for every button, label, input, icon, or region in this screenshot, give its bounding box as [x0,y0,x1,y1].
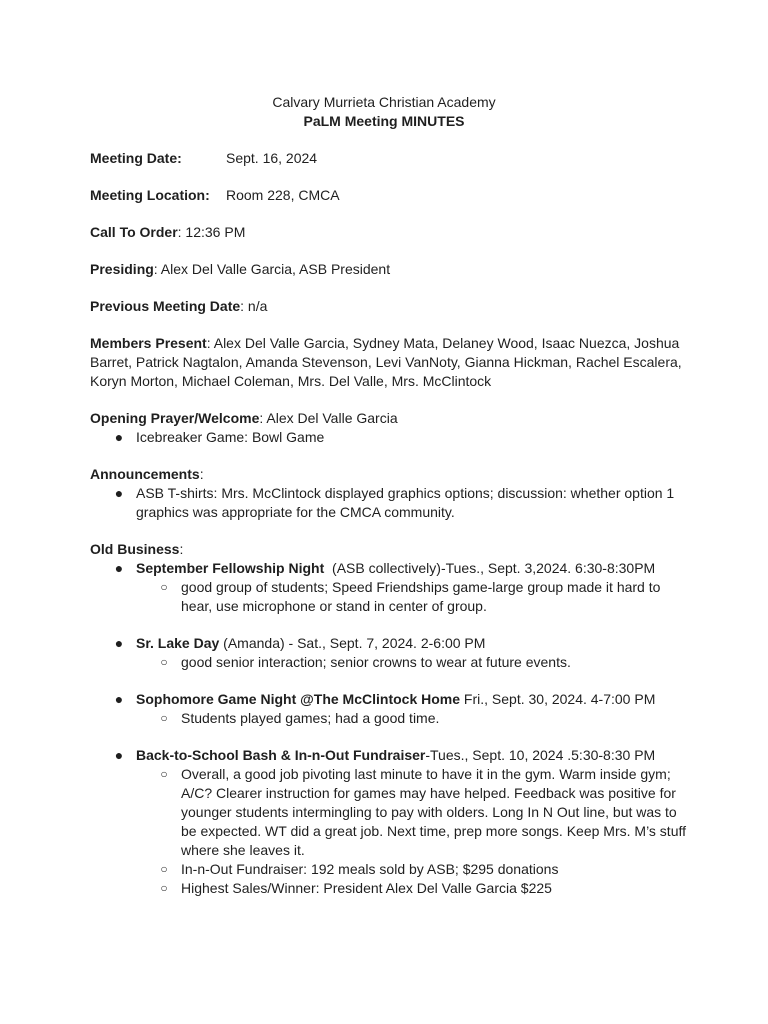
presiding [90,260,690,279]
bullet-icon: ● [114,747,124,763]
sub-list [136,765,690,898]
sub-bullet-icon: ○ [160,862,168,876]
old-business-suffix: : [179,541,184,557]
meeting-location-row [90,186,690,205]
sub-bullet-icon: ○ [160,655,168,669]
sub-bullet-icon: ○ [160,881,168,895]
meeting-date-value: Sept. 16, 2024 [226,150,318,166]
minutes-content [90,93,690,898]
announcements-list [90,484,690,522]
list-item [90,746,690,898]
item-title: Sr. Lake Day [136,635,220,651]
sub-list-item [136,709,690,728]
sub-item-text: Overall, a good job pivoting last minute to have it in the gym. Warm inside gym; A/C? Clearer instruction for games may have helped. Feedback was positive for younger students intermingling to pay with olders. Long In N Out line, but was to be expected. WT did a great job. Next time, prep more songs. Keep Mrs. M’s stuff where she leaves it. [181,766,687,858]
opening-item-text: Icebreaker Game: Bowl Game [136,429,325,445]
sub-list [136,653,690,672]
list-item [90,559,690,616]
sub-list [136,709,690,728]
previous-meeting-value: : n/a [240,298,268,314]
opening-prayer-value: : Alex Del Valle Garcia [259,410,398,426]
document-title: PaLM Meeting MINUTES [303,113,465,129]
opening-prayer [90,409,690,428]
bullet-icon: ● [114,560,124,576]
opening-list [90,428,690,447]
previous-meeting-label: Previous Meeting Date [90,298,241,314]
sub-item-text: Students played games; had a good time. [181,710,440,726]
item-details: (ASB collectively)-Tues., Sept. 3,2024. 6:30-8:30PM [324,560,656,576]
sub-bullet-icon: ○ [160,580,168,594]
document-header [90,93,678,131]
meeting-location-label: Meeting Location: [90,187,210,203]
item-details: (Amanda) - Sat., Sept. 7, 2024. 2-6:00 PM [219,635,486,651]
item-details: Fri., Sept. 30, 2024. 4-7:00 PM [460,691,656,707]
sub-item-text: good group of students; Speed Friendships game-large group made it hard to hear, use microphone or stand in center of group. [181,579,661,614]
announcements [90,465,690,484]
old-business [90,540,690,559]
meeting-date-label: Meeting Date: [90,150,182,166]
call-to-order [90,223,690,242]
sub-item-text: Highest Sales/Winner: President Alex Del Valle Garcia $225 [181,880,552,896]
previous-meeting-date [90,297,690,316]
item-title: Sophomore Game Night @The McClintock Home [136,691,461,707]
announcement-item-text: ASB T-shirts: Mrs. McClintock displayed graphics options; discussion: whether option 1 graphics was appropriate for the CMCA community. [136,485,675,520]
sub-list-item [136,578,690,616]
meeting-location-value: Room 228, CMCA [226,187,340,203]
sub-list-item [136,653,690,672]
call-to-order-value: : 12:36 PM [177,224,246,240]
sub-list-item [136,860,690,879]
bullet-icon: ● [114,485,124,501]
members-present-value: : Alex Del Valle Garcia, Sydney Mata, Delaney Wood, Isaac Nuezca, Joshua Barret, Patrick Nagtalon, Amanda Stevenson, Levi VanNoty, Gianna Hickman, Rachel Escalera, Koryn Morton, Michael Coleman, Mrs. Del Valle, Mrs. McClintock [90,335,682,389]
list-item [90,484,690,522]
members-present [90,334,690,391]
old-business-label: Old Business [90,541,180,557]
announcements-label: Announcements [90,466,200,482]
presiding-label: Presiding [90,261,154,277]
sub-bullet-icon: ○ [160,711,168,725]
bullet-icon: ● [114,429,124,445]
members-present-label: Members Present [90,335,207,351]
sub-list [136,578,690,616]
presiding-value: : Alex Del Valle Garcia, ASB President [153,261,391,277]
sub-item-text: In-n-Out Fundraiser: 192 meals sold by ASB; $295 donations [181,861,559,877]
old-business-list [90,559,690,898]
sub-bullet-icon: ○ [160,767,168,781]
opening-prayer-label: Opening Prayer/Welcome [90,410,260,426]
list-item [90,690,690,728]
list-item [90,428,690,447]
bullet-icon: ● [114,691,124,707]
sub-item-text: good senior interaction; senior crowns to wear at future events. [181,654,571,670]
school-name: Calvary Murrieta Christian Academy [272,94,496,110]
sub-list-item [136,765,690,860]
bullet-icon: ● [114,635,124,651]
sub-list-item [136,879,690,898]
call-to-order-label: Call To Order [90,224,178,240]
item-title: September Fellowship Night [136,560,325,576]
item-details: -Tues., Sept. 10, 2024 .5:30-8:30 PM [425,747,656,763]
list-item [90,634,690,672]
item-title: Back-to-School Bash & In-n-Out Fundraiser [136,747,426,763]
meeting-date-row [90,149,690,168]
announcements-suffix: : [199,466,204,482]
